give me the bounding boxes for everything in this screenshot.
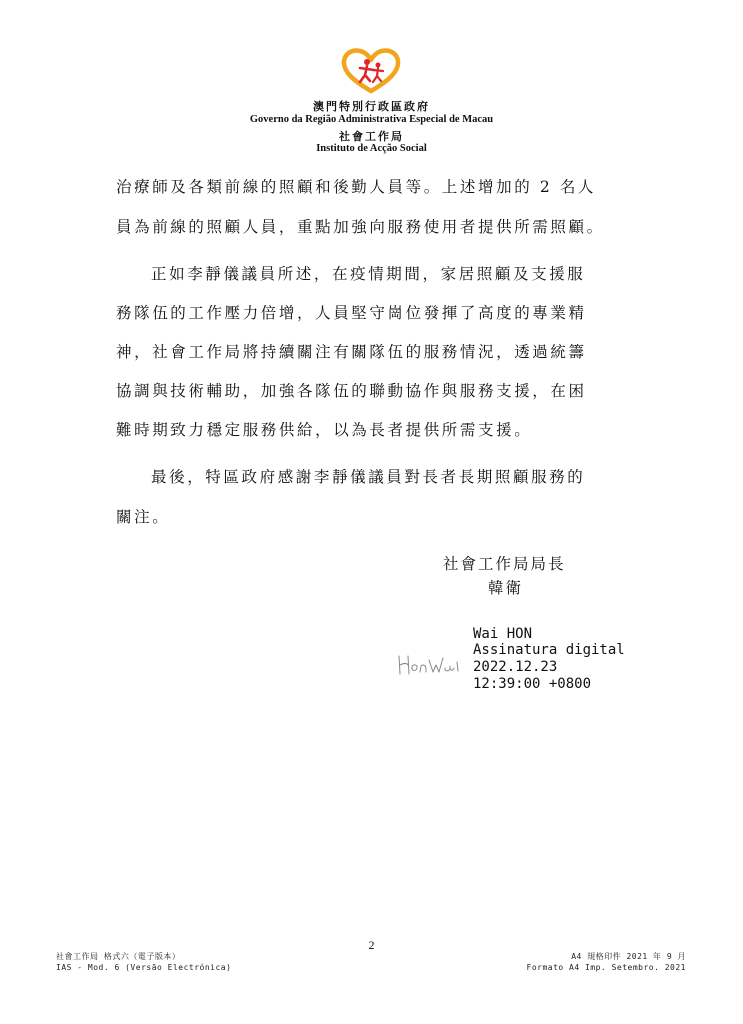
- footer-left-pt: IAS - Mod. 6 (Versão Electrónica): [56, 963, 232, 972]
- paragraph-line: 治療師及各類前線的照顧和後勤人員等。上述增加的 2 名人: [116, 178, 597, 196]
- digital-signature-date: 2022.12.23: [473, 659, 558, 675]
- department-name-zh: 社會工作局: [339, 130, 404, 143]
- footer-right-pt: Formato A4 Imp. Setembro. 2021: [526, 963, 686, 972]
- footer-right-zh: A4 規格印件 2021 年 9 月: [571, 952, 686, 961]
- paragraph-line: 協調與技術輔助，加強各隊伍的聯動協作與服務支援，在困: [116, 382, 587, 400]
- paragraph-line: 關注。: [116, 508, 171, 526]
- paragraph-line: 務隊伍的工作壓力倍增，人員堅守崗位發揮了高度的專業精: [116, 304, 587, 322]
- digital-signature-label: Assinatura digital: [473, 642, 625, 658]
- paragraph-line: 神，社會工作局將持續關注有關隊伍的服務情況，透過統籌: [116, 343, 587, 361]
- digital-signature-signer: Wai HON: [473, 626, 533, 642]
- signatory-title: 社會工作局局長: [443, 555, 566, 573]
- signatory-name: 韓衛: [488, 579, 524, 597]
- footer-left-zh: 社會工作局 格式六（電子版本）: [56, 952, 181, 961]
- digital-signature-time: 12:39:00 +0800: [473, 676, 592, 692]
- paragraph-line: 正如李靜儀議員所述，在疫情期間，家居照顧及支援服: [151, 265, 586, 283]
- paragraph-line: 最後，特區政府感謝李靜儀議員對長者長期照顧服務的: [151, 468, 586, 486]
- paragraph-line: 難時期致力穩定服務供給，以為長者提供所需支援。: [116, 421, 533, 439]
- handwritten-signature: [396, 650, 466, 678]
- page-number: 2: [368, 938, 375, 952]
- government-name-zh: 澳門特別行政區政府: [313, 100, 430, 113]
- ias-logo-icon: [340, 48, 402, 94]
- paragraph-line: 員為前線的照顧人員，重點加強向服務使用者提供所需照顧。: [116, 218, 605, 236]
- government-name-pt: Governo da Região Administrativa Especial de Macau: [249, 114, 494, 125]
- department-name-pt: Instituto de Acção Social: [316, 143, 427, 154]
